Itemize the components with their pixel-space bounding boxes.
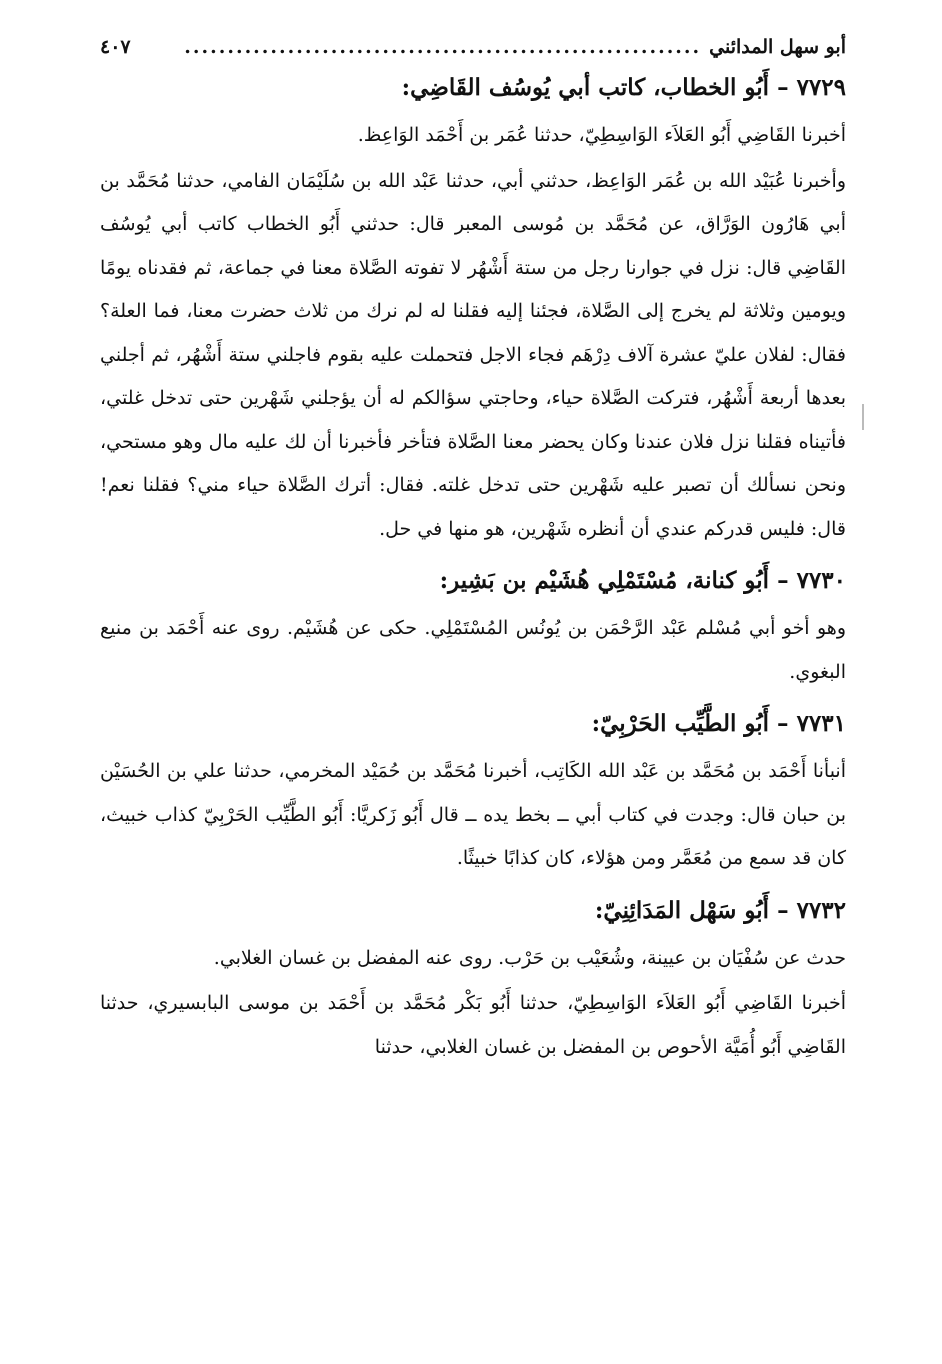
entry-paragraph: أخبرنا القَاضِي أَبُو العَلاَء الوَاسِطِيّ، حدثنا أَبُو بَكْر مُحَمَّد بن أَحْمَد بن موسى البابسيري، حدثنا القَاضِي أَبُو أُمَيَّة الأحوص بن المفضل بن غسان الغلابي، حدثنا xyxy=(100,992,846,1058)
entry-7730 xyxy=(100,559,846,694)
entry-7729 xyxy=(100,66,846,551)
entry-heading: ٧٧٣٢ – أَبُو سَهْل المَدَائِنِيّ: xyxy=(594,896,846,924)
running-header xyxy=(100,30,846,64)
running-header-leader-dots: ............................................................ xyxy=(184,36,702,58)
entry-paragraph: أنبأنا أَحْمَد بن مُحَمَّد بن عَبْد الله الكَاتِب، أخبرنا مُحَمَّد بن حُمَيْد المخرمي، حدثنا علي بن الحُسَيْن بن حبان قال: وجدت في كتاب أبي ــ بخط يده ــ قال أَبُو زَكريَّا: أَبُو الطَّيِّب الحَرْبِيّ كذاب خبيث، كان قد سمع من مُعَمَّر ومن هؤلاء، كان كذابًا خبيثًا. xyxy=(100,760,846,869)
margin-mark xyxy=(862,404,864,430)
page xyxy=(100,30,846,1077)
entry-heading: ٧٧٢٩ – أَبُو الخطاب، كاتب أبي يُوسُف القَاضِي: xyxy=(401,74,846,101)
running-header-title: أبو سهل المدائني xyxy=(709,36,846,58)
page-number: ٤٠٧ xyxy=(100,36,131,58)
entry-paragraph: وهو أخو أبي مُسْلم عَبْد الرَّحْمَن بن يُونُس المُسْتَمْلِي. حكى عن هُشَيْم. روى عنه أَحْمَد بن منيع البغوي. xyxy=(100,617,846,683)
entry-heading: ٧٧٣٠ – أَبُو كنانة، مُسْتَمْلِي هُشَيْم بن بَشِير: xyxy=(439,567,846,594)
entry-heading: ٧٧٣١ – أَبُو الطَّيِّب الحَرْبِيّ: xyxy=(591,710,846,737)
entry-paragraph: وأخبرنا عُبَيْد الله بن عُمَر الوَاعِظ، حدثني أبي، حدثنا عَبْد الله بن سُلَيْمَان الفامي، حدثنا مُحَمَّد بن أبي هَارُون الوَرَّاق، عن مُحَمَّد بن مُوسى المعبر قال: حدثني أَبُو الخطاب كاتب أبي يُوسُف القَاضِي قال: نزل في جوارنا رجل من ستة أَشْهُر لا تفوته الصَّلاة معنا في جماعة، ثم فقدناه يومًا ويومين وثلاثة لم يخرج إلى الصَّلاة، فجئنا إليه فقلنا له لم نرك من ثلاث حضرت معنا، فما العلة؟ فقال: لفلان عليّ عشرة آلاف دِرْهَم فجاء الاجل فتحملت عليه بقوم فاجلني ستة أَشْهُر، ثم أجلني بعدها أربعة أَشْهُر، فتركت الصَّلاة حياء، وحاجتي سؤالكم له أن يؤجلني شَهْرين حتى تدخل غلتي، فأتيناه فقلنا نزل فلان عندنا وكان يحضر معنا الصَّلاة فتأخر فأخبرنا أن لك عليه مال وهو مستحي، ونحن نسألك أن تصبر عليه شَهْرين حتى تدخل غلته. فقال: أترك الصَّلاة حياء مني؟ فقلنا نعم! قال: فليس قدركم عندي أن أنظره شَهْرين، هو منها في حل. xyxy=(100,169,846,540)
entry-paragraph: حدث عن سُفْيَان بن عيينة، وشُعَيْب بن حَرْب. روى عنه المفضل بن غسان الغلابي. xyxy=(213,946,846,969)
entry-7732 xyxy=(100,889,846,1070)
entry-7731 xyxy=(100,702,846,881)
entry-paragraph: أخبرنا القَاضِي أَبُو العَلاَء الوَاسِطِيّ، حدثنا عُمَر بن أَحْمَد الوَاعِظ. xyxy=(357,124,846,146)
